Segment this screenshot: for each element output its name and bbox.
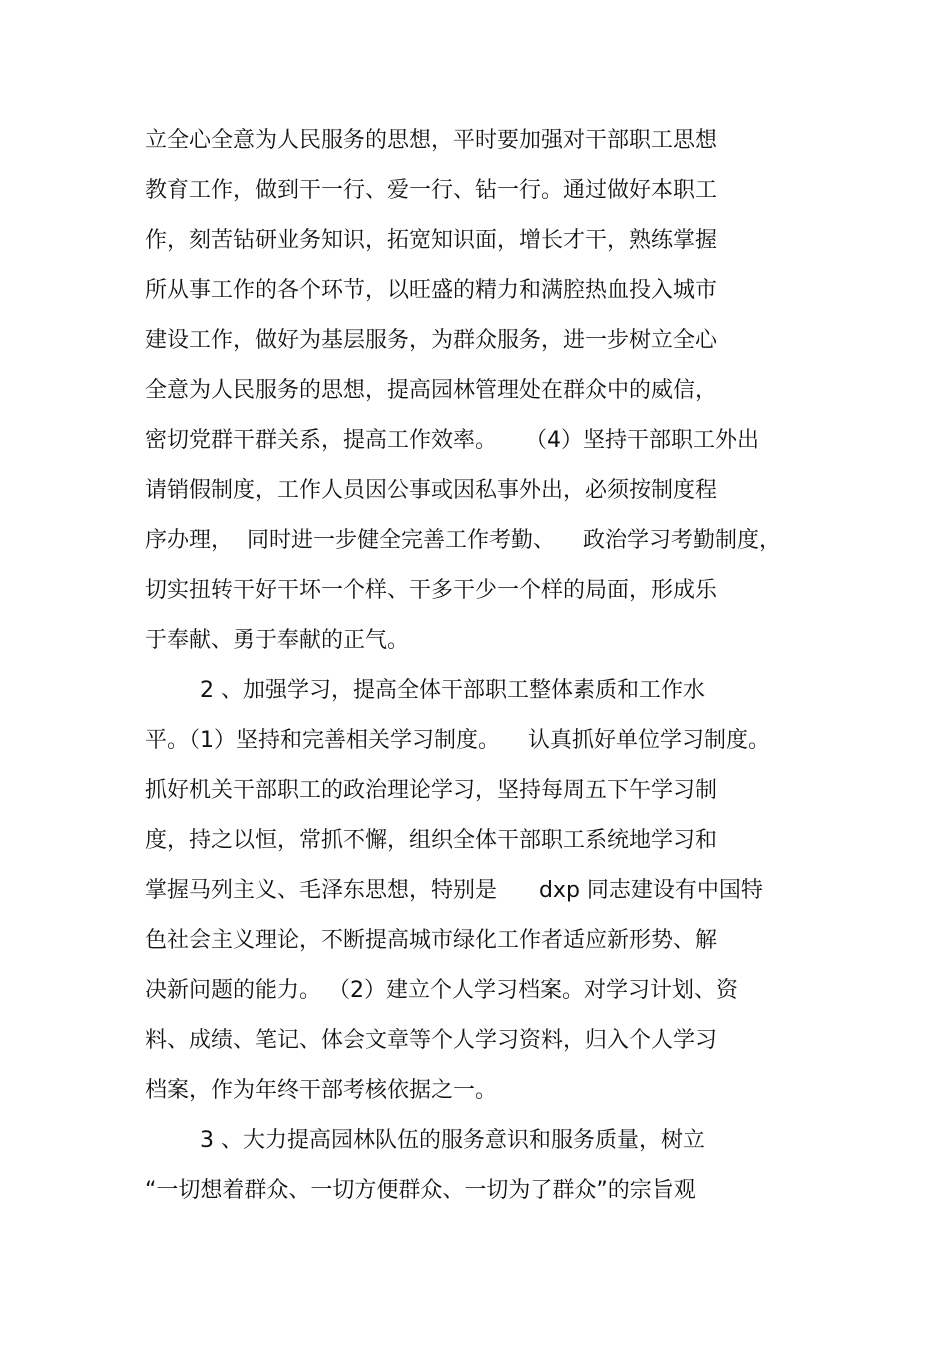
text-line: 全意为人民服务的思想，提高园林管理处在群众中的威信， bbox=[145, 378, 718, 403]
text-line: 色社会主义理论，不断提高城市绿化工作者适应新形势、解 bbox=[145, 928, 718, 953]
section-heading-3: 3 、大力提高园林队伍的服务意识和服务质量，树立 bbox=[200, 1128, 705, 1153]
text-line: 切实扭转干好干坏一个样、干多干少一个样的局面，形成乐 bbox=[145, 578, 718, 603]
text-line: 档案，作为年终干部考核依据之一。 bbox=[145, 1078, 498, 1103]
text-line: 平。（1）坚持和完善相关学习制度。 认真抓好单位学习制度。 bbox=[145, 728, 770, 753]
text-line: 序办理， 同时进一步健全完善工作考勤、 政治学习考勤制度， bbox=[145, 528, 781, 553]
text-line: 掌握马列主义、毛泽东思想，特别是 dxp 同志建设有中国特 bbox=[145, 878, 763, 903]
text-line: 立全心全意为人民服务的思想，平时要加强对干部职工思想 bbox=[145, 128, 718, 153]
text-line: “一切想着群众、一切方便群众、一切为了群众”的宗旨观 bbox=[145, 1178, 696, 1203]
text-line: 作，刻苦钻研业务知识，拓宽知识面，增长才干，熟练掌握 bbox=[145, 228, 718, 253]
text-line: 抓好机关干部职工的政治理论学习，坚持每周五下午学习制 bbox=[145, 778, 718, 803]
text-line: 建设工作，做好为基层服务，为群众服务，进一步树立全心 bbox=[145, 328, 718, 353]
text-line: 请销假制度，工作人员因公事或因私事外出，必须按制度程 bbox=[145, 478, 718, 503]
text-line: 密切党群干群关系，提高工作效率。 （4）坚持干部职工外出 bbox=[145, 428, 759, 453]
text-line: 教育工作，做到干一行、爱一行、钻一行。通过做好本职工 bbox=[145, 178, 718, 203]
text-line: 度，持之以恒，常抓不懈，组织全体干部职工系统地学习和 bbox=[145, 828, 718, 853]
text-line: 决新问题的能力。 （2）建立个人学习档案。对学习计划、资 bbox=[145, 978, 738, 1003]
text-line: 所从事工作的各个环节，以旺盛的精力和满腔热血投入城市 bbox=[145, 278, 718, 303]
section-heading-2: 2 、加强学习，提高全体干部职工整体素质和工作水 bbox=[200, 678, 705, 703]
text-line: 于奉献、勇于奉献的正气。 bbox=[145, 628, 410, 653]
text-line: 料、成绩、笔记、体会文章等个人学习资料，归入个人学习 bbox=[145, 1028, 718, 1053]
